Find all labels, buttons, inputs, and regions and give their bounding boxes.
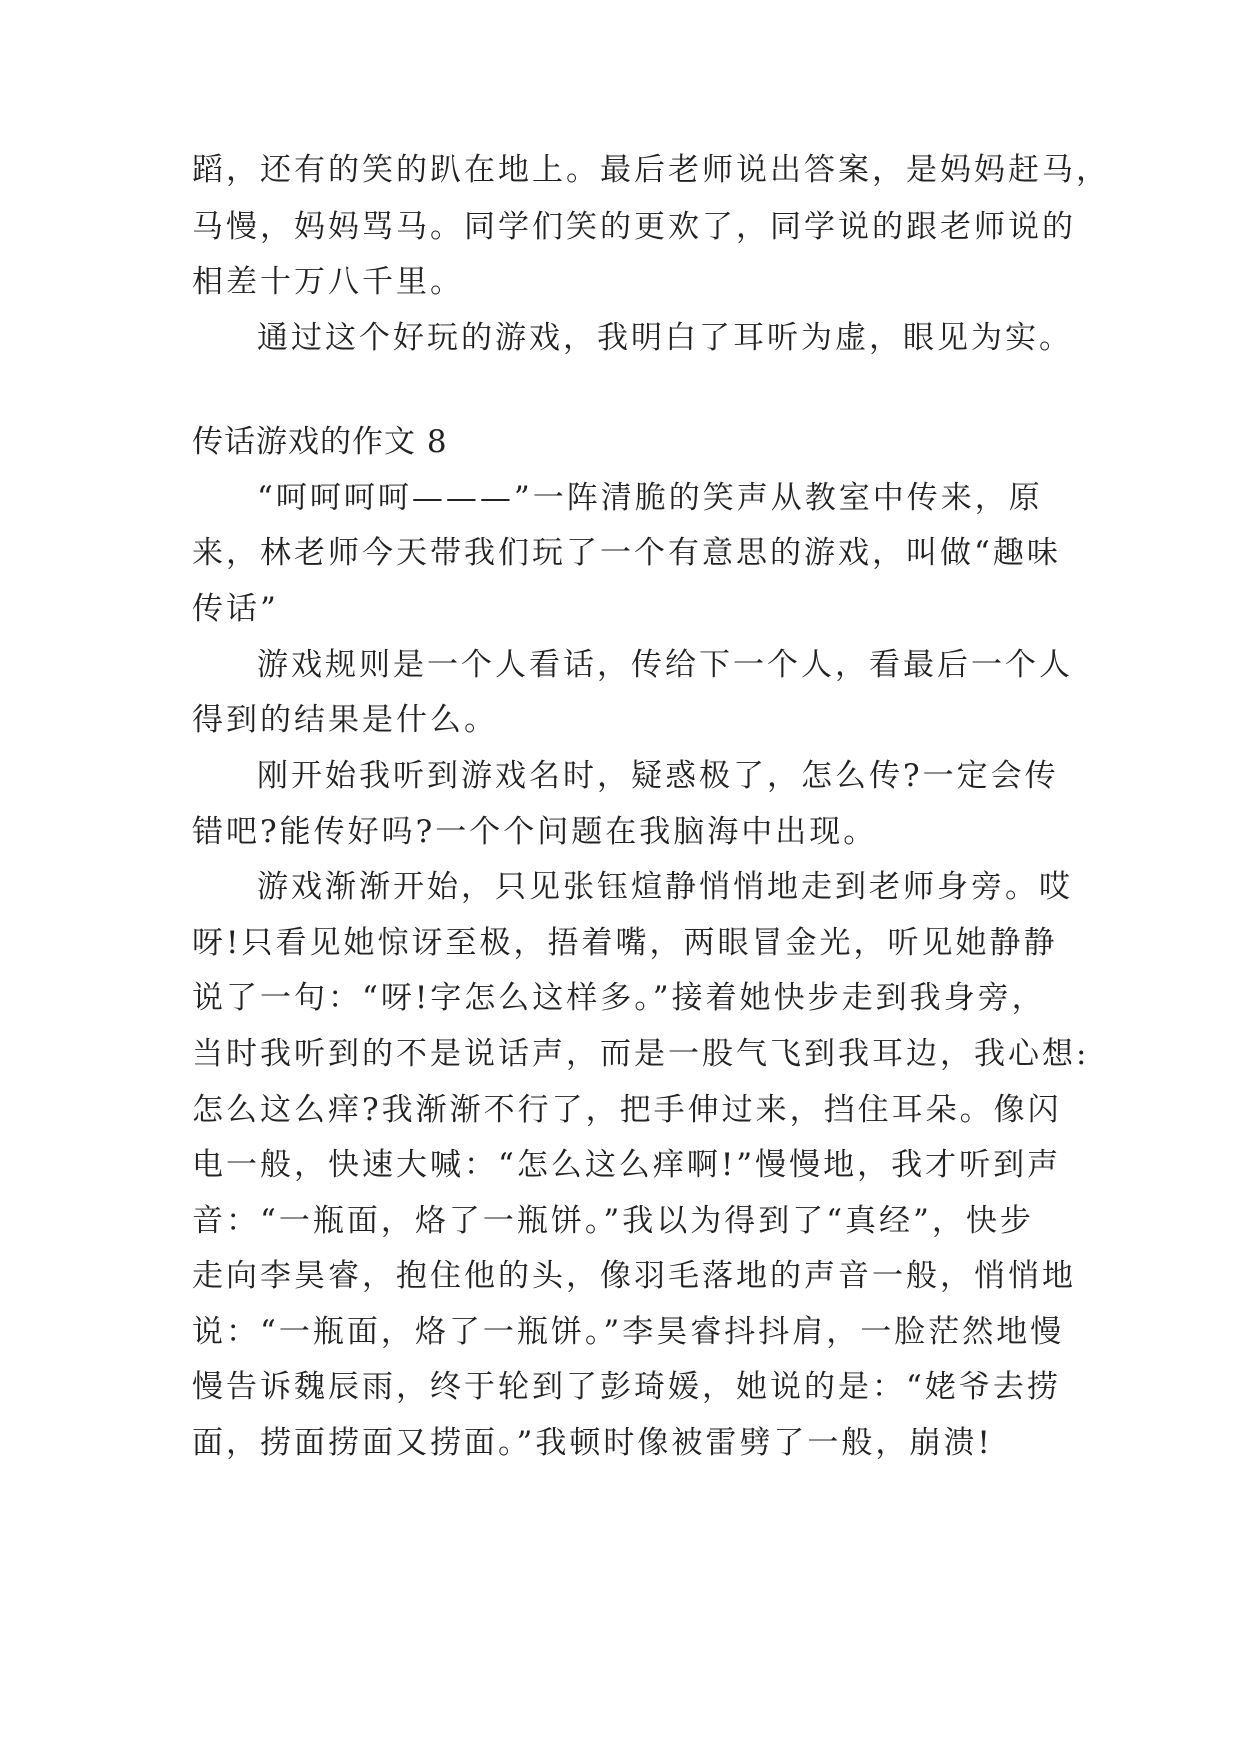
text-line: “呵呵呵呵———”一阵清脆的笑声从教室中传来，原 (257, 480, 1043, 516)
text-line: 蹈，还有的笑的趴在地上。最后老师说出答案，是妈妈赶马， (192, 152, 1110, 188)
text-line: 音：“一瓶面，烙了一瓶饼。”我以为得到了“真经”，快步 (192, 1203, 1034, 1239)
text-line: 相差十万八千里。 (192, 264, 464, 300)
text-line: 走向李昊睿，抱住他的头，像羽毛落地的声音一般，悄悄地 (192, 1258, 1076, 1294)
text-line: 说：“一瓶面，烙了一瓶饼。”李昊睿抖抖肩，一脸茫然地慢 (192, 1314, 1065, 1350)
text-line: 游戏规则是一个人看话，传给下一个人，看最后一个人 (257, 647, 1073, 683)
text-line: 得到的结果是什么。 (192, 702, 498, 738)
text-line: 游戏渐渐开始，只见张钰煊静悄悄地走到老师身旁。哎 (257, 869, 1073, 905)
text-line: 刚开始我听到游戏名时，疑惑极了，怎么传?一定会传 (257, 758, 1059, 794)
text-line: 怎么这么痒?我渐渐不行了，把手伸过来，挡住耳朵。像闪 (192, 1092, 1062, 1128)
text-line: 通过这个好玩的游戏，我明白了耳听为虚，眼见为实。 (257, 320, 1073, 356)
text-line: 来，林老师今天带我们玩了一个有意思的游戏，叫做“趣味 (192, 535, 1061, 571)
text-line: 传话” (192, 591, 279, 627)
text-line: 呀!只看见她惊讶至极，捂着嘴，两眼冒金光，听见她静静 (192, 925, 1058, 961)
text-line: 慢告诉魏辰雨，终于轮到了彭琦媛，她说的是：“姥爷去捞 (192, 1369, 1061, 1405)
text-line: 说了一句：“呀!字怎么这样多。”接着她快步走到我身旁， (192, 980, 1046, 1016)
text-line: 错吧?能传好吗?一个个问题在我脑海中出现。 (192, 814, 878, 850)
section-title: 传话游戏的作文 8 (192, 424, 448, 460)
text-line: 马慢，妈妈骂马。同学们笑的更欢了，同学说的跟老师说的 (192, 209, 1076, 245)
text-line: 面，捞面捞面又捞面。”我顿时像被雷劈了一般，崩溃! (192, 1425, 993, 1461)
text-line: 电一般，快速大喊：“怎么这么痒啊!”慢慢地，我才听到声 (192, 1147, 1062, 1183)
text-line: 当时我听到的不是说话声，而是一股气飞到我耳边，我心想: (192, 1036, 1090, 1072)
